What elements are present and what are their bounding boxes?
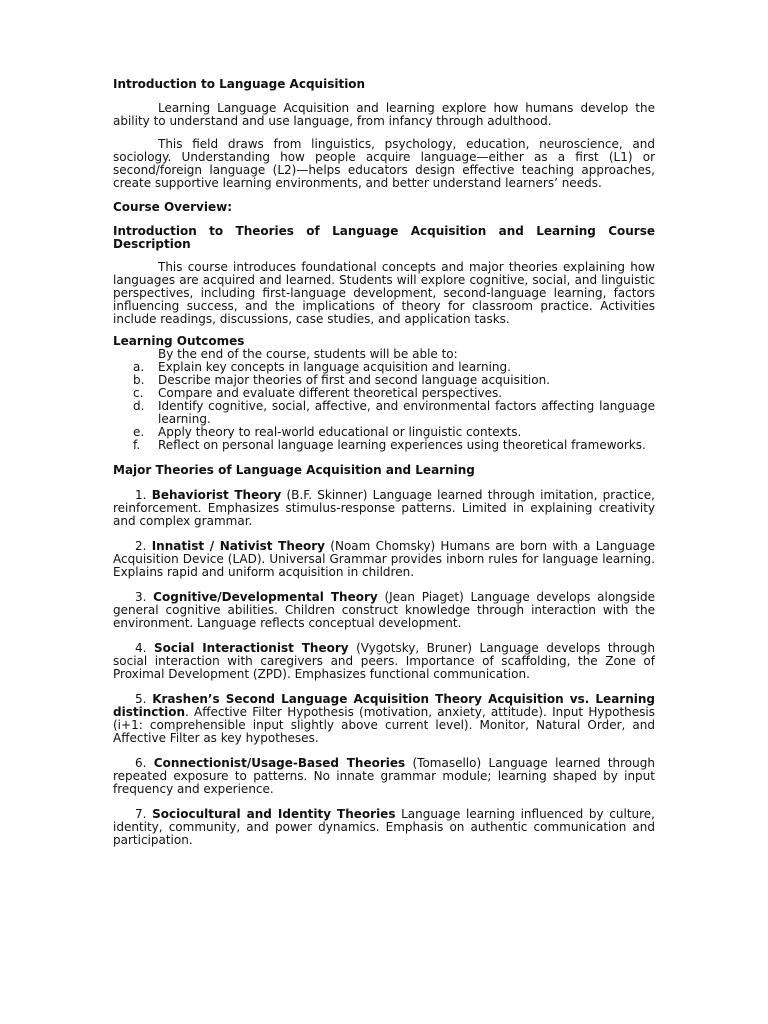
learning-outcomes-heading: Learning Outcomes xyxy=(113,334,245,348)
list-item-text: Explain key concepts in language acquisition and learning. xyxy=(158,360,511,374)
intro-paragraph: This field draws from linguistics, psychology, education, neuroscience, and sociology. Understanding how people acquire language—either as a first (L1) or second/foreign language (L2)—helps educators design effective teaching approaches, create supportive learning environments, and better understand learners’ needs. xyxy=(113,137,655,190)
theory-number: 5. xyxy=(135,692,147,706)
theory-name: Social Interactionist Theory xyxy=(153,641,349,655)
theory-item xyxy=(113,591,655,630)
theory-item xyxy=(113,808,655,847)
theory-item xyxy=(113,693,655,745)
list-marker: e. xyxy=(133,425,145,439)
theory-number: 2. xyxy=(135,539,147,553)
list-marker: f. xyxy=(133,438,141,452)
theory-text: . Affective Filter Hypothesis (motivation, anxiety, attitude). Input Hypothesis (i+1: comprehensible input slightly above current level). Monitor, Natural Order, and Affective Filter as key hypotheses. xyxy=(113,705,655,745)
list-marker: c. xyxy=(133,386,144,400)
theory-text: Language learning influenced by culture, identity, community, and power dynamics. Emphasis on authentic communication and participation. xyxy=(113,807,655,847)
list-item-text: Apply theory to real-world educational or linguistic contexts. xyxy=(158,425,522,439)
theory-name: Behaviorist Theory xyxy=(151,488,282,502)
theory-number: 1. xyxy=(135,488,147,502)
theory-name: Krashen’s Second Language Acquisition Theory Acquisition vs. Learning distinction xyxy=(113,692,655,719)
theory-item xyxy=(113,757,655,796)
document-page xyxy=(113,78,655,847)
theory-text: (Jean Piaget) Language develops alongside general cognitive abilities. Children construct knowledge through interaction with the environment. Language reflects conceptual development. xyxy=(113,590,655,630)
theory-text: (B.F. Skinner) Language learned through imitation, practice, reinforcement. Emphasizes stimulus-response patterns. Limited in explaining creativity and complex grammar. xyxy=(113,488,655,528)
theory-number: 6. xyxy=(135,756,147,770)
learning-outcomes-list xyxy=(113,361,655,452)
document-title: Introduction to Language Acquisition xyxy=(113,77,366,91)
theory-number: 4. xyxy=(135,641,147,655)
theory-name: Sociocultural and Identity Theories xyxy=(152,807,396,821)
theory-number: 7. xyxy=(135,807,147,821)
theory-text: (Vygotsky, Bruner) Language develops through social interaction with caregivers and peers. Importance of scaffolding, the Zone of Proximal Development (ZPD). Emphasizes functional communication. xyxy=(113,641,655,681)
theories-heading: Major Theories of Language Acquisition and Learning xyxy=(113,463,475,477)
list-marker: b. xyxy=(133,373,145,387)
list-item-text: Describe major theories of first and second language acquisition. xyxy=(158,373,550,387)
theory-number: 3. xyxy=(135,590,147,604)
learning-outcomes-intro: By the end of the course, students will be able to: xyxy=(158,347,458,361)
list-item-text: Identify cognitive, social, affective, and environmental factors affecting language learning. xyxy=(158,399,655,426)
list-marker: d. xyxy=(133,399,145,413)
theory-name: Connectionist/Usage-Based Theories xyxy=(153,756,406,770)
theory-text: (Tomasello) Language learned through repeated exposure to patterns. No innate grammar module; learning shaped by input frequency and experience. xyxy=(113,756,655,796)
theory-name: Innatist / Nativist Theory xyxy=(151,539,326,553)
theory-item xyxy=(113,642,655,681)
theory-name: Cognitive/Developmental Theory xyxy=(153,590,378,604)
list-item xyxy=(113,400,655,426)
course-overview-heading: Course Overview: xyxy=(113,200,233,214)
list-marker: a. xyxy=(133,360,145,374)
list-item-text: Compare and evaluate different theoretical perspectives. xyxy=(158,386,503,400)
list-item-text: Reflect on personal language learning experiences using theoretical frameworks. xyxy=(158,438,646,452)
theory-item xyxy=(113,540,655,579)
theory-text: (Noam Chomsky) Humans are born with a Language Acquisition Device (LAD). Universal Grammar provides inborn rules for language learning. Explains rapid and uniform acquisition in children. xyxy=(113,539,655,579)
course-description-heading: Introduction to Theories of Language Acquisition and Learning Course Description xyxy=(113,224,655,251)
course-description: This course introduces foundational concepts and major theories explaining how languages are acquired and learned. Students will explore cognitive, social, and linguistic perspectives, including first-language development, second-language learning, factors influencing success, and the implications of theory for classroom practice. Activities include readings, discussions, case studies, and application tasks. xyxy=(113,260,655,326)
theory-item xyxy=(113,489,655,528)
intro-paragraph: Learning Language Acquisition and learning explore how humans develop the ability to understand and use language, from infancy through adulthood. xyxy=(113,101,655,128)
list-item xyxy=(113,439,655,452)
